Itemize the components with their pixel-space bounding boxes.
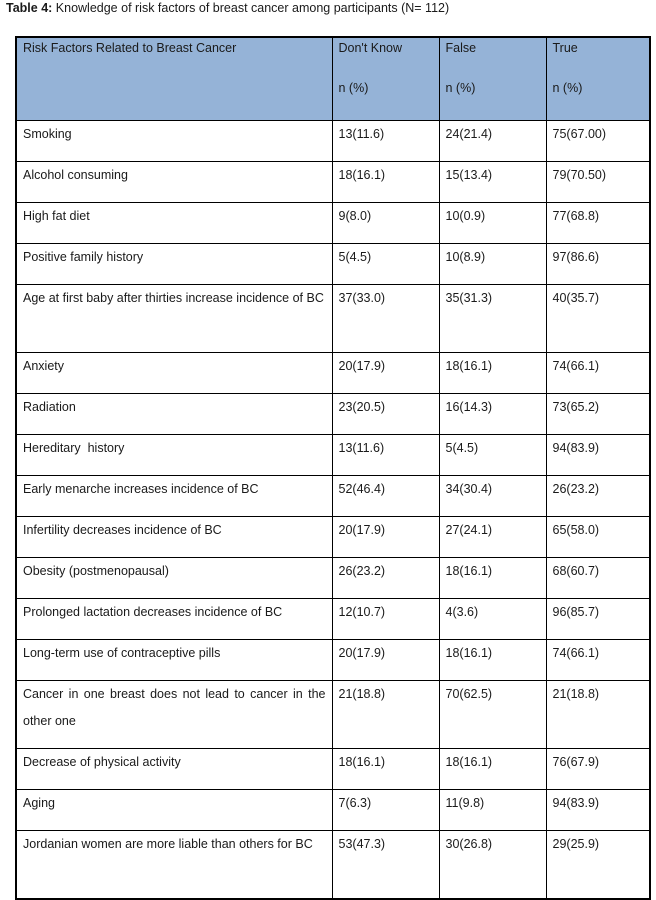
header-true-sub: n (%) bbox=[552, 81, 583, 95]
dont-know-cell: 12(10.7) bbox=[332, 599, 439, 640]
dont-know-cell: 20(17.9) bbox=[332, 353, 439, 394]
true-cell: 75(67.00) bbox=[546, 121, 650, 162]
true-cell: 73(65.2) bbox=[546, 394, 650, 435]
table-row bbox=[16, 831, 650, 900]
false-cell: 18(16.1) bbox=[439, 353, 546, 394]
dont-know-cell: 23(20.5) bbox=[332, 394, 439, 435]
dont-know-cell: 18(16.1) bbox=[332, 162, 439, 203]
false-cell: 35(31.3) bbox=[439, 285, 546, 353]
header-row bbox=[16, 37, 650, 121]
table-row bbox=[16, 435, 650, 476]
factor-cell: Radiation bbox=[16, 394, 332, 435]
true-cell: 77(68.8) bbox=[546, 203, 650, 244]
true-cell: 96(85.7) bbox=[546, 599, 650, 640]
dont-know-cell: 20(17.9) bbox=[332, 517, 439, 558]
dont-know-cell: 20(17.9) bbox=[332, 640, 439, 681]
false-cell: 27(24.1) bbox=[439, 517, 546, 558]
dont-know-cell: 18(16.1) bbox=[332, 749, 439, 790]
factor-cell: Jordanian women are more liable than others for BC bbox=[16, 831, 332, 900]
true-cell: 76(67.9) bbox=[546, 749, 650, 790]
false-cell: 16(14.3) bbox=[439, 394, 546, 435]
true-cell: 74(66.1) bbox=[546, 640, 650, 681]
false-cell: 18(16.1) bbox=[439, 640, 546, 681]
factor-cell: High fat diet bbox=[16, 203, 332, 244]
table-row bbox=[16, 599, 650, 640]
true-cell: 40(35.7) bbox=[546, 285, 650, 353]
false-cell: 11(9.8) bbox=[439, 790, 546, 831]
true-cell: 79(70.50) bbox=[546, 162, 650, 203]
caption-label: Table 4: bbox=[6, 1, 53, 15]
false-cell: 10(8.9) bbox=[439, 244, 546, 285]
header-dont-know bbox=[332, 37, 439, 121]
header-false-sub: n (%) bbox=[445, 81, 476, 95]
table-row bbox=[16, 681, 650, 749]
table-row bbox=[16, 353, 650, 394]
dont-know-cell: 13(11.6) bbox=[332, 121, 439, 162]
dont-know-cell: 26(23.2) bbox=[332, 558, 439, 599]
dont-know-cell: 5(4.5) bbox=[332, 244, 439, 285]
factor-cell: Aging bbox=[16, 790, 332, 831]
table-row bbox=[16, 640, 650, 681]
risk-factors-table bbox=[15, 36, 651, 900]
table-row bbox=[16, 790, 650, 831]
dont-know-cell: 13(11.6) bbox=[332, 435, 439, 476]
false-cell: 18(16.1) bbox=[439, 749, 546, 790]
true-cell: 74(66.1) bbox=[546, 353, 650, 394]
table-caption bbox=[6, 0, 449, 16]
factor-cell: Prolonged lactation decreases incidence of BC bbox=[16, 599, 332, 640]
table-header bbox=[16, 37, 650, 121]
caption-text: Knowledge of risk factors of breast cancer among participants (N= 112) bbox=[52, 1, 450, 15]
table-row bbox=[16, 203, 650, 244]
header-risk-factors-title: Risk Factors Related to Breast Cancer bbox=[23, 41, 237, 55]
false-cell: 34(30.4) bbox=[439, 476, 546, 517]
factor-cell: Smoking bbox=[16, 121, 332, 162]
factor-cell: Positive family history bbox=[16, 244, 332, 285]
false-cell: 5(4.5) bbox=[439, 435, 546, 476]
false-cell: 24(21.4) bbox=[439, 121, 546, 162]
factor-cell: Early menarche increases incidence of BC bbox=[16, 476, 332, 517]
dont-know-cell: 37(33.0) bbox=[332, 285, 439, 353]
factor-cell: Long-term use of contraceptive pills bbox=[16, 640, 332, 681]
table-row bbox=[16, 476, 650, 517]
header-dont-know-sub: n (%) bbox=[338, 81, 369, 95]
table-row bbox=[16, 517, 650, 558]
true-cell: 97(86.6) bbox=[546, 244, 650, 285]
false-cell: 30(26.8) bbox=[439, 831, 546, 900]
false-cell: 10(0.9) bbox=[439, 203, 546, 244]
header-false bbox=[439, 37, 546, 121]
factor-cell: Obesity (postmenopausal) bbox=[16, 558, 332, 599]
factor-cell: Alcohol consuming bbox=[16, 162, 332, 203]
table-row bbox=[16, 162, 650, 203]
false-cell: 15(13.4) bbox=[439, 162, 546, 203]
false-cell: 18(16.1) bbox=[439, 558, 546, 599]
header-risk-factors bbox=[16, 37, 332, 121]
factor-cell: Hereditary history bbox=[16, 435, 332, 476]
true-cell: 21(18.8) bbox=[546, 681, 650, 749]
header-true bbox=[546, 37, 650, 121]
dont-know-cell: 9(8.0) bbox=[332, 203, 439, 244]
header-false-title: False bbox=[445, 41, 477, 55]
factor-cell: Infertility decreases incidence of BC bbox=[16, 517, 332, 558]
table-body bbox=[16, 121, 650, 900]
factor-cell: Cancer in one breast does not lead to cancer in the other one bbox=[16, 681, 332, 749]
dont-know-cell: 53(47.3) bbox=[332, 831, 439, 900]
factor-cell: Age at first baby after thirties increase incidence of BC bbox=[16, 285, 332, 353]
true-cell: 29(25.9) bbox=[546, 831, 650, 900]
table-row bbox=[16, 285, 650, 353]
header-dont-know-title: Don't Know bbox=[338, 41, 403, 55]
header-true-title: True bbox=[552, 41, 578, 55]
table-row bbox=[16, 749, 650, 790]
true-cell: 94(83.9) bbox=[546, 435, 650, 476]
true-cell: 26(23.2) bbox=[546, 476, 650, 517]
true-cell: 94(83.9) bbox=[546, 790, 650, 831]
true-cell: 65(58.0) bbox=[546, 517, 650, 558]
dont-know-cell: 52(46.4) bbox=[332, 476, 439, 517]
factor-cell: Decrease of physical activity bbox=[16, 749, 332, 790]
table-row bbox=[16, 121, 650, 162]
table-row bbox=[16, 244, 650, 285]
dont-know-cell: 21(18.8) bbox=[332, 681, 439, 749]
false-cell: 70(62.5) bbox=[439, 681, 546, 749]
table-row bbox=[16, 558, 650, 599]
true-cell: 68(60.7) bbox=[546, 558, 650, 599]
false-cell: 4(3.6) bbox=[439, 599, 546, 640]
factor-cell: Anxiety bbox=[16, 353, 332, 394]
dont-know-cell: 7(6.3) bbox=[332, 790, 439, 831]
table-row bbox=[16, 394, 650, 435]
